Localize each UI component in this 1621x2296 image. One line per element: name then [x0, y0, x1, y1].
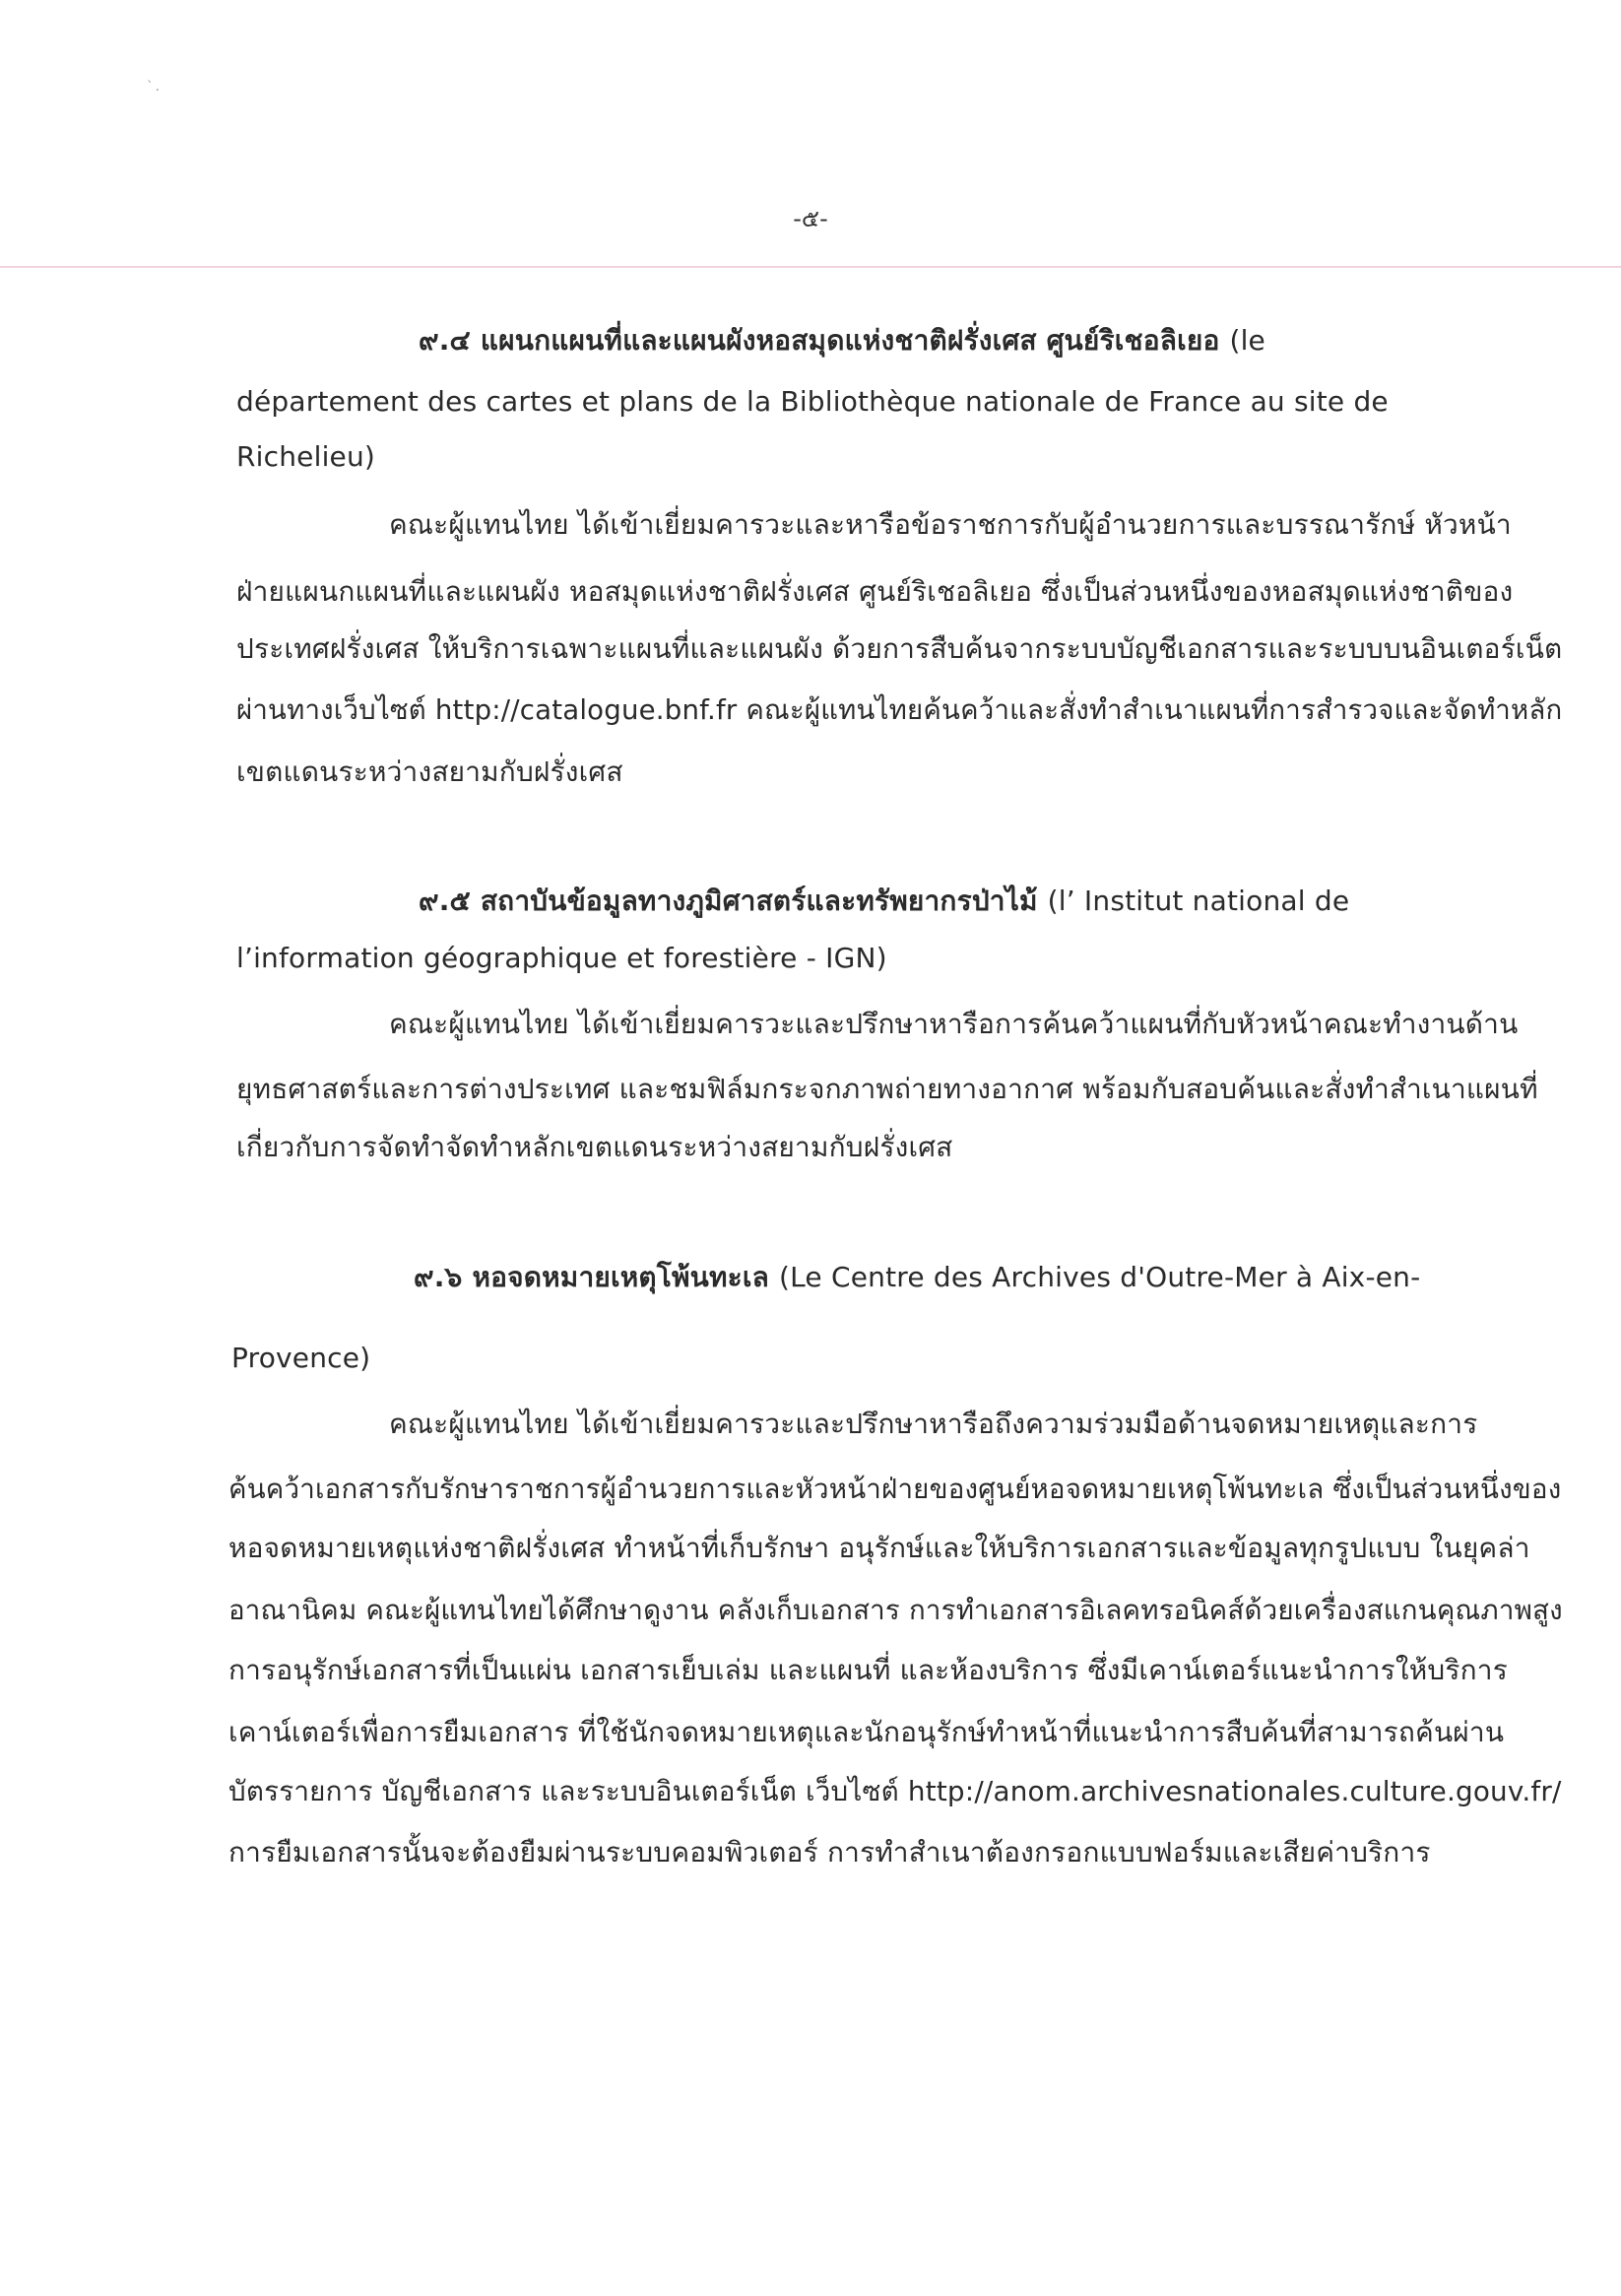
- section-9-4-heading-latin-2: département des cartes et plans de la Bibliothèque nationale de France au site de: [236, 385, 1389, 418]
- section-9-6-body-line: หอจดหมายเหตุแห่งชาติฝรั่งเศส ทำหน้าที่เก็บรักษา อนุรักษ์และให้บริการเอกสารและข้อมูลทุกรูปแบบ ในยุคล่า: [228, 1532, 1530, 1564]
- section-9-6-body-line: เคาน์เตอร์เพื่อการยืมเอกสาร ที่ใช้นักจดหมายเหตุและนักอนุรักษ์ทำหน้าที่แนะนำการสืบค้นที่สามารถค้นผ่าน: [228, 1716, 1505, 1748]
- section-9-6-body-line: ค้นคว้าเอกสารกับรักษาราชการผู้อำนวยการและหัวหน้าฝ่ายของศูนย์หอจดหมายเหตุโพ้นทะเล ซึ่งเป็นส่วนหนึ่งของ: [228, 1473, 1562, 1505]
- page-number: -๕-: [793, 205, 828, 232]
- section-9-4-heading-thai: ๙.๔ แผนกแผนที่และแผนผังหอสมุดแห่งชาติฝรั่งเศส ศูนย์ริเชอลิเยอ: [419, 324, 1220, 357]
- section-9-6-heading-latin-2: Provence): [231, 1342, 371, 1374]
- section-9-6-body-line: การอนุรักษ์เอกสารที่เป็นแผ่น เอกสารเย็บเล่ม และแผนที่ และห้องบริการ ซึ่งมีเคาน์เตอร์แนะนำการให้บริการ: [228, 1654, 1508, 1686]
- section-9-4-heading-latin-3: Richelieu): [236, 440, 376, 473]
- section-9-6-body-line: อาณานิคม คณะผู้แทนไทยได้ศึกษาดูงาน คลังเก็บเอกสาร การทำเอกสารอิเลคทรอนิคส์ด้วยเครื่องสแกนคุณภาพสูง: [228, 1594, 1563, 1626]
- scan-specks: ‵ .: [148, 79, 161, 95]
- section-9-5-heading-latin-1: (l’ Institut national de: [1047, 885, 1350, 917]
- section-9-4-body-line: ผ่านทางเว็บไซต์ http://catalogue.bnf.fr คณะผู้แทนไทยค้นคว้าและสั่งทำสำเนาแผนที่การสำรวจและจัดทำหลัก: [236, 693, 1563, 726]
- section-9-4-body-line: ฝ่ายแผนกแผนที่และแผนผัง หอสมุดแห่งชาติฝรั่งเศส ศูนย์ริเชอลิเยอ ซึ่งเป็นส่วนหนึ่งของหอสมุดแห่งชาติของ: [236, 575, 1514, 608]
- section-9-6-heading-thai: ๙.๖ หอจดหมายเหตุโพ้นทะเล: [414, 1261, 770, 1293]
- header-rule: [0, 266, 1621, 268]
- section-9-5-heading-thai: ๙.๕ สถาบันข้อมูลทางภูมิศาสตร์และทรัพยากรป่าไม้: [419, 885, 1038, 917]
- section-9-6-heading-latin-1: (Le Centre des Archives d'Outre-Mer à Aix-en-: [779, 1261, 1421, 1293]
- section-9-4-body-line: ประเทศฝรั่งเศส ให้บริการเฉพาะแผนที่และแผนผัง ด้วยการสืบค้นจากระบบบัญชีเอกสารและระบบบนอินเตอร์เน็ต: [236, 632, 1563, 665]
- section-9-4-body-line: เขตแดนระหว่างสยามกับฝรั่งเศส: [236, 755, 623, 788]
- section-9-5-body-line: ยุทธศาสตร์และการต่างประเทศ และชมฟิล์มกระจกภาพถ่ายทางอากาศ พร้อมกับสอบค้นและสั่งทำสำเนาแผนที่: [236, 1073, 1538, 1105]
- section-9-6-body-line: คณะผู้แทนไทย ได้เข้าเยี่ยมคารวะและปรึกษาหารือถึงความร่วมมือด้านจดหมายเหตุและการ: [389, 1408, 1478, 1440]
- section-9-5-heading-latin-2: l’information géographique et forestière - IGN): [236, 942, 887, 974]
- section-9-5-body-line: คณะผู้แทนไทย ได้เข้าเยี่ยมคารวะและปรึกษาหารือการค้นคว้าแผนที่กับหัวหน้าคณะทำงานด้าน: [389, 1008, 1519, 1040]
- section-9-6-heading: [414, 1260, 1420, 1295]
- section-9-4-body-line: คณะผู้แทนไทย ได้เข้าเยี่ยมคารวะและหารือข้อราชการกับผู้อำนวยการและบรรณารักษ์ หัวหน้า: [389, 508, 1512, 541]
- section-9-4-heading-latin-1: (le: [1229, 324, 1265, 357]
- section-9-6-body-line: บัตรรายการ บัญชีเอกสาร และระบบอินเตอร์เน็ต เว็บไซต์ http://anom.archivesnationales.culture.gouv.fr/: [228, 1775, 1562, 1807]
- section-9-5-heading: [419, 884, 1349, 919]
- section-9-6-body-line: การยืมเอกสารนั้นจะต้องยืมผ่านระบบคอมพิวเตอร์ การทำสำเนาต้องกรอกแบบฟอร์มและเสียค่าบริการ: [228, 1836, 1431, 1869]
- section-9-4-heading: [419, 323, 1265, 359]
- section-9-5-body-line: เกี่ยวกับการจัดทำจัดทำหลักเขตแดนระหว่างสยามกับฝรั่งเศส: [236, 1131, 953, 1163]
